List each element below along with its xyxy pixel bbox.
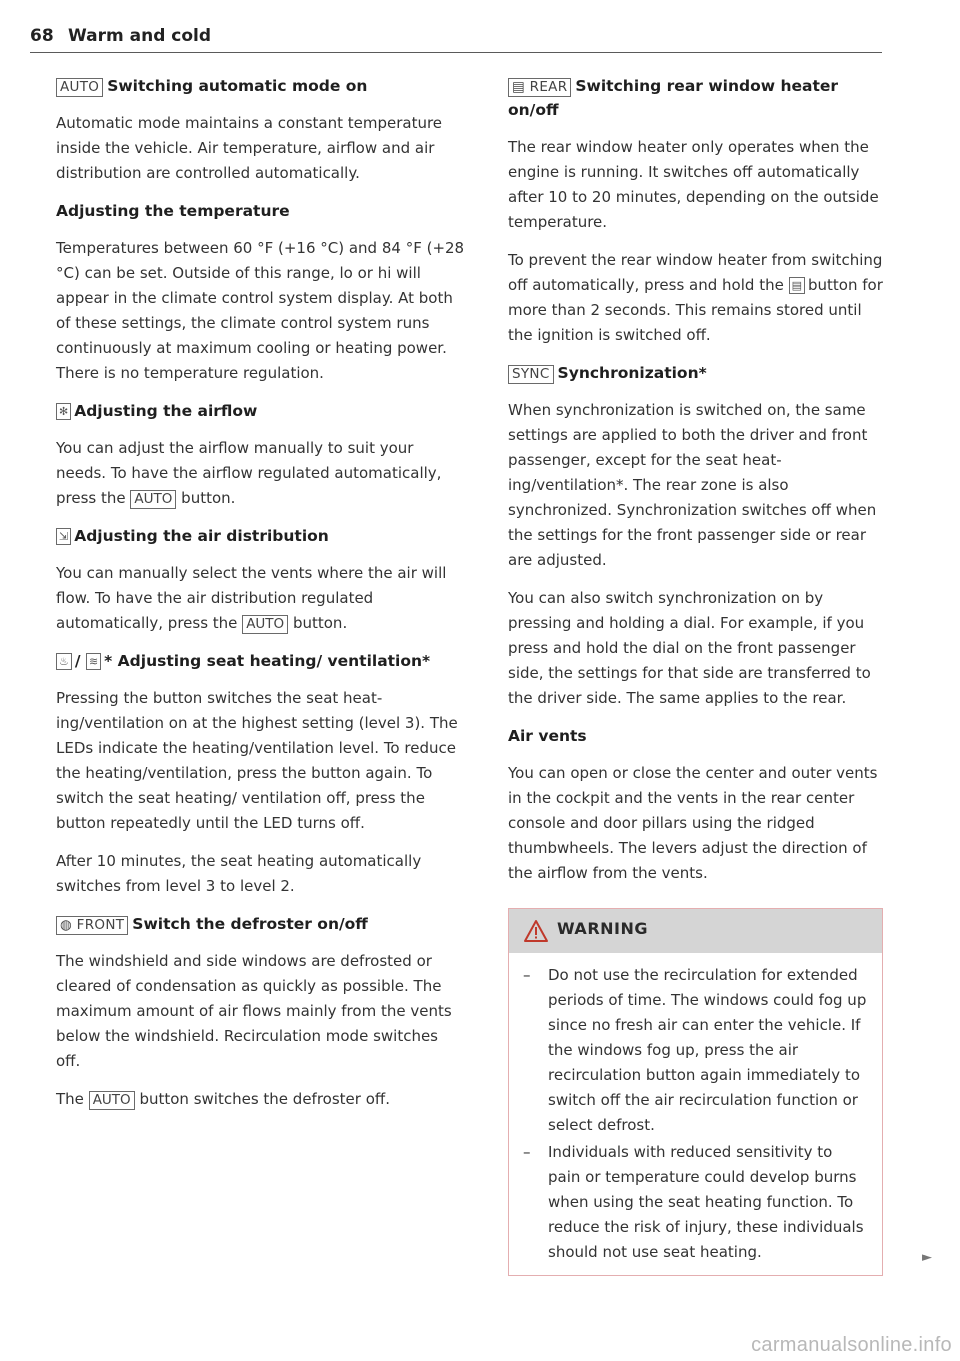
air-vents-paragraph: You can open or close the center and outer vents in the cockpit and the vents in the rear center console and door pillars using the ridged thumbwheels. The levers adjust the direction of the airflow from the vents. [508, 764, 878, 882]
auto-key-inline: AUTO [130, 490, 176, 509]
airflow-paragraph: You can adjust the airflow manually to suit your needs. To have the airflow regulated automatically, press the AUTO button. [56, 439, 442, 507]
defroster-paragraph: The windshield and side windows are defrosted or cleared of condensation as quickly as possible. The maximum amount of air flows mainly from the vents below the windshield. Recirculation mode switches off. [56, 952, 452, 1070]
auto-key: AUTO [56, 78, 103, 97]
temperature-paragraph: Temperatures between 60 °F (+16 °C) and 84 °F (+28 °C) can be set. Outside of this range, lo or hi will appear in the climate control system display. At both of these settings, the climate control system runs continuously at maximum cooling or heating power. There is no temperature regulation. [56, 239, 465, 382]
airflow-heading: ✻ Adjusting the airflow [56, 399, 466, 423]
page-number: 68 [30, 26, 54, 46]
auto-paragraph: Automatic mode maintains a constant temperature inside the vehicle. Air temperature, airflow and air distribution are controlled automatically. [56, 114, 443, 182]
rear-window-icon: ▤ [789, 277, 805, 294]
warning-header [509, 909, 882, 953]
auto-key-inline: AUTO [242, 615, 288, 634]
rear-heater-paragraph: The rear window heater only operates when the engine is running. It switches off automatically after 10 to 20 minutes, depending on the outside temperature. [508, 138, 879, 231]
rear-defrost-icon: ▤ [512, 79, 530, 95]
seat-ventilation-icon: ≋ [86, 653, 101, 670]
air-distribution-paragraph: You can manually select the vents where the air will flow. To have the air distribution regulated automatically, press the AUTO button. [56, 564, 447, 632]
left-column [56, 74, 466, 1125]
seat-heating-paragraph-2: After 10 minutes, the seat heating automatically switches from level 3 to level 2. [56, 852, 422, 895]
seat-heating-heading: ♨ / ≋ * Adjusting seat heating/ ventilation* [56, 649, 466, 673]
sync-heading: SYNC Synchronization* [508, 361, 883, 385]
warning-body [509, 953, 932, 1275]
page-header [30, 26, 882, 53]
defroster-paragraph-2: The AUTO button switches the defroster off. [56, 1090, 390, 1108]
sync-key: SYNC [508, 365, 554, 384]
warning-item: – Individuals with reduced sensitivity to pain or temperature could develop burns when using the seat heating function. To reduce the risk of injury, these individuals should not use seat heating. [523, 1143, 864, 1261]
auto-key-inline: AUTO [89, 1091, 135, 1110]
fan-icon: ✻ [56, 403, 71, 420]
warning-title: WARNING [557, 919, 648, 938]
sync-paragraph: When synchronization is switched on, the same settings are applied to both the driver and front passenger, except for the seat heating/ventilation*. The rear zone is also synchronized. Synchronization switches off when the settings for the front passenger side or rear are adjusted. [508, 401, 877, 569]
rear-heater-paragraph-2: To prevent the rear window heater from switching off automatically, press and hold the ▤ button for more than 2 seconds. This remains stored until the ignition is switched off. [508, 251, 883, 344]
seat-heating-icon: ♨ [56, 653, 72, 670]
auto-heading: AUTO Switching automatic mode on [56, 74, 466, 98]
seat-heating-paragraph: Pressing the button switches the seat heating/ventilation on at the highest setting (level 3). The LEDs indicate the heating/ventilation level. To reduce the heating/ventilation, press the button again. To switch the seat heating/ ventilation off, press the button repeatedly until the LED turns off. [56, 689, 458, 832]
continue-arrow-icon: ► [922, 1250, 932, 1265]
air-distribution-icon: ⇲ [56, 528, 71, 545]
air-distribution-heading: ⇲ Adjusting the air distribution [56, 524, 466, 548]
air-vents-heading: Air vents [508, 727, 587, 745]
warning-box [508, 908, 932, 1276]
sync-paragraph-2: You can also switch synchronization on by pressing and holding a dial. For example, if you press and hold the dial on the front passenger side, the settings for that side are transferred to the driver side. The same applies to the rear. [508, 589, 871, 707]
chapter-title: Warm and cold [68, 26, 212, 46]
right-column [508, 74, 932, 1276]
temperature-heading: Adjusting the temperature [56, 202, 290, 220]
warning-item: – Do not use the recirculation for extended periods of time. The windows could fog up since no fresh air can enter the vehicle. If the windows fog up, press the air recirculation button again immediately to switch off the air recirculation function or select defrost. [523, 966, 867, 1134]
rear-defrost-key: ▤ REAR [508, 78, 571, 97]
watermark: carmanualsonline.info [751, 1334, 952, 1356]
front-defrost-key: ◍ FRONT [56, 916, 128, 935]
rear-heater-heading: ▤ REAR Switching rear window heater on/off [508, 77, 839, 119]
defrost-icon: ◍ [60, 917, 77, 933]
warning-triangle-icon [523, 919, 549, 943]
defroster-heading: ◍ FRONT Switch the defroster on/off [56, 912, 466, 936]
